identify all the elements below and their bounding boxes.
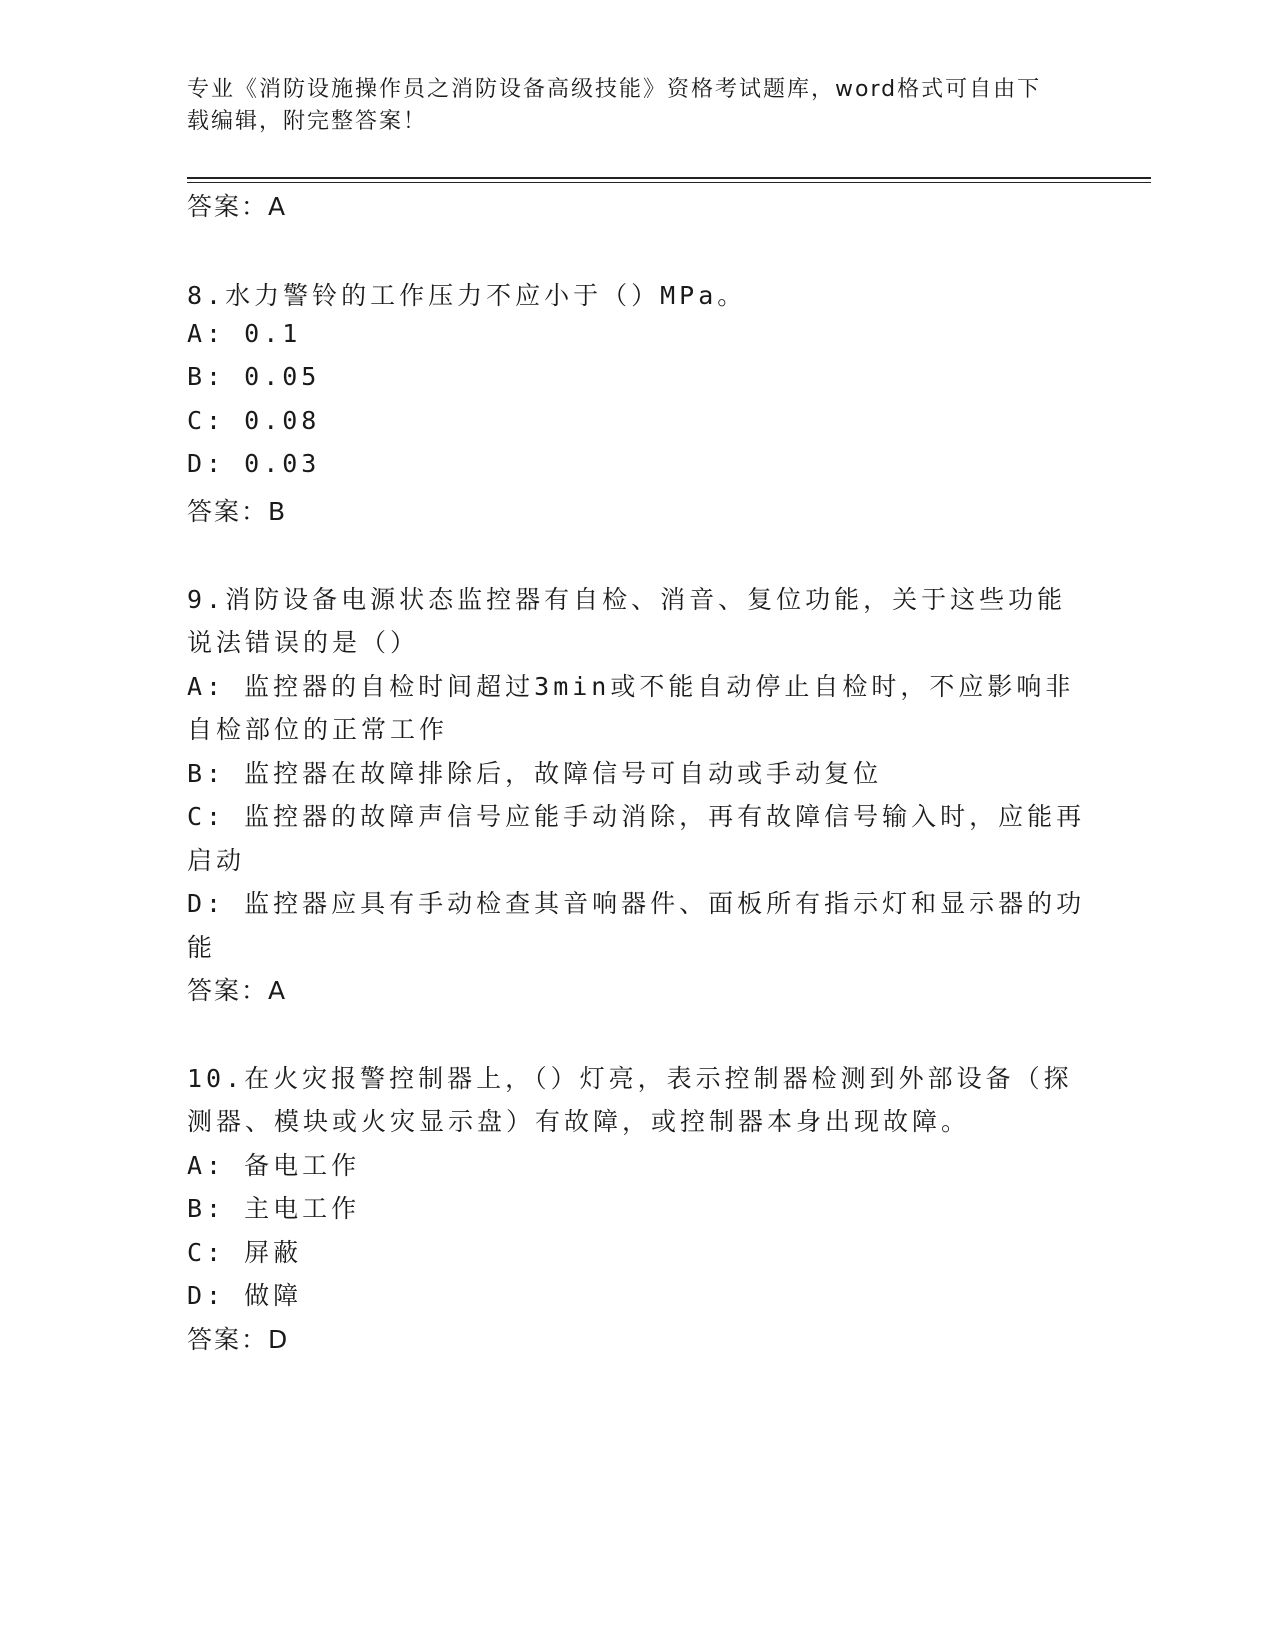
q10-answer: 答案：D [187, 1325, 290, 1354]
q9-question-line-2: 说法错误的是（） [187, 628, 420, 657]
q8-option-a: A: 0.1 [187, 319, 302, 348]
q9-answer: 答案：A [187, 976, 288, 1005]
q10-option-d: D: 做障 [187, 1281, 303, 1310]
q8-question: 8.水力警铃的工作压力不应小于（）MPa。 [187, 281, 747, 310]
header-line-1: 专业《消防设施操作员之消防设备高级技能》资格考试题库，word格式可自由下 [187, 77, 1042, 102]
header-line-2: 载编辑，附完整答案！ [187, 109, 428, 134]
q10-option-a: A: 备电工作 [187, 1151, 361, 1180]
q8-option-d: D: 0.03 [187, 449, 321, 478]
q8-option-b: B: 0.05 [187, 362, 321, 391]
document-header [187, 74, 1077, 138]
q9-option-c-line-2: 启动 [187, 846, 246, 875]
q9-option-c-line-1: C: 监控器的故障声信号应能手动消除，再有故障信号输入时，应能再 [187, 802, 1086, 831]
q9-question-line-1: 9.消防设备电源状态监控器有自检、消音、复位功能，关于这些功能 [187, 585, 1067, 614]
q8-answer: 答案：B [187, 497, 288, 526]
q9-option-d-line-2: 能 [187, 933, 217, 962]
q9-option-d-line-1: D: 监控器应具有手动检查其音响器件、面板所有指示灯和显示器的功 [187, 889, 1086, 918]
header-rule-thick [187, 177, 1151, 179]
q9-option-a-line-2: 自检部位的正常工作 [187, 715, 449, 744]
q10-option-b: B: 主电工作 [187, 1194, 361, 1223]
q9-option-b: B: 监控器在故障排除后，故障信号可自动或手动复位 [187, 759, 883, 788]
q8-option-c: C: 0.08 [187, 406, 321, 435]
header-rule-thin [187, 182, 1151, 183]
prev-answer: 答案：A [187, 192, 288, 221]
q10-option-c: C: 屏蔽 [187, 1238, 303, 1267]
q10-question-line-2: 测器、模块或火灾显示盘）有故障，或控制器本身出现故障。 [187, 1107, 971, 1136]
q10-question-line-1: 10.在火灾报警控制器上，（）灯亮，表示控制器检测到外部设备（探 [187, 1064, 1073, 1093]
q9-option-a-line-1: A: 监控器的自检时间超过3min或不能自动停止自检时，不应影响非 [187, 672, 1075, 701]
